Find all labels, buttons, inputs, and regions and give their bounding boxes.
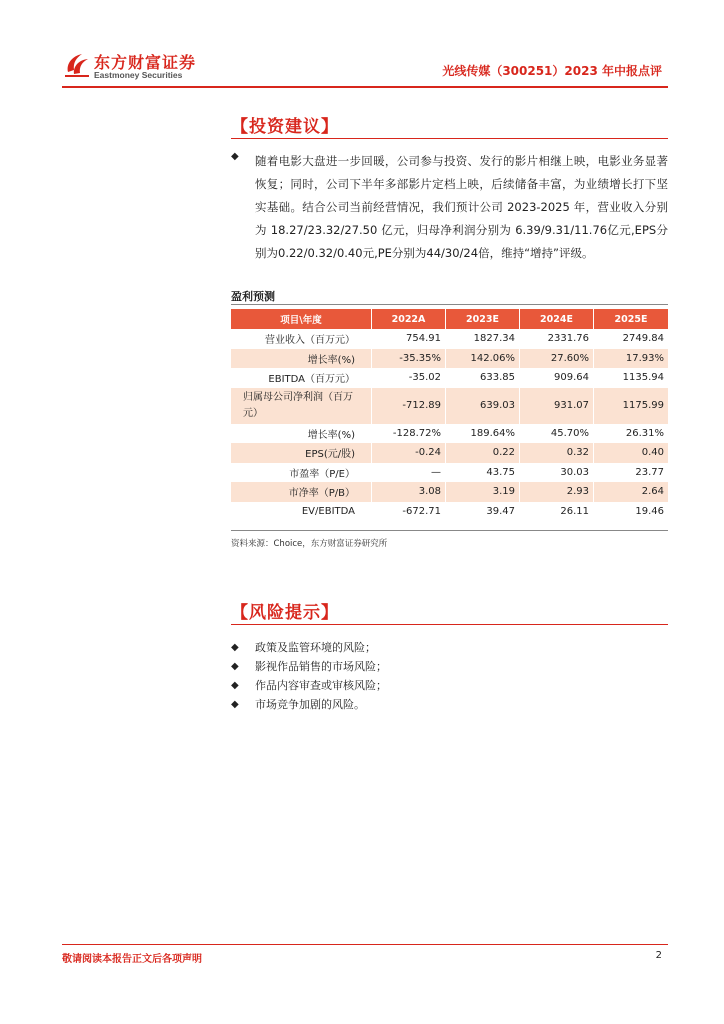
forecast-caption: 盈利预测	[231, 290, 275, 303]
diamond-bullet-icon: ◆	[231, 642, 239, 653]
table-cell: 17.93%	[594, 349, 668, 369]
table-cell: 189.64%	[446, 424, 520, 444]
row-label: EV/EBITDA	[231, 502, 372, 522]
table-cell: 1135.94	[622, 372, 664, 384]
table-cell: 0.40	[594, 443, 668, 463]
caption-divider	[231, 304, 668, 305]
table-row	[231, 424, 668, 444]
table-row	[231, 388, 668, 424]
table-cell: -712.89	[372, 388, 446, 424]
table-cell: 23.77	[635, 466, 664, 478]
table-cell: 1175.99	[594, 388, 668, 424]
investment-section-divider	[231, 138, 668, 139]
risk-list	[231, 638, 668, 714]
table-cell: 30.03	[520, 463, 594, 483]
diamond-bullet-icon: ◆	[231, 151, 239, 162]
table-cell: 0.32	[520, 443, 594, 463]
table-cell: 633.85	[446, 368, 520, 388]
table-cell: 3.08	[372, 482, 446, 502]
table-cell: 909.64	[520, 368, 594, 388]
column-header: 2023E	[446, 309, 520, 329]
eastmoney-logo-icon	[62, 50, 92, 80]
column-header: 2025E	[594, 309, 668, 329]
table-cell: 931.07	[520, 388, 594, 424]
risk-item-text: 政策及监管环境的风险；	[255, 641, 376, 654]
table-cell: -35.35%	[372, 349, 446, 369]
risk-section-divider	[231, 624, 668, 625]
table-cell: 2.64	[594, 482, 668, 502]
table-cell: 43.75	[446, 463, 520, 483]
list-item	[231, 676, 668, 695]
list-item	[231, 638, 668, 657]
table-cell: 26.11	[520, 502, 594, 522]
table-cell: -35.02	[372, 368, 446, 388]
table-cell: 2331.76	[520, 329, 594, 349]
row-label: 市净率（P/B）	[231, 482, 372, 502]
risk-section-title: 【风险提示】	[231, 603, 339, 623]
logo-english-name: Eastmoney Securities	[94, 70, 183, 80]
table-header-row	[231, 309, 668, 329]
table-row	[231, 349, 668, 369]
list-item	[231, 657, 668, 676]
column-header: 2024E	[520, 309, 594, 329]
table-row	[231, 482, 668, 502]
page-number: 2	[655, 950, 662, 961]
table-cell: 1827.34	[446, 329, 520, 349]
table-cell: 2749.84	[622, 333, 664, 345]
table-row	[231, 329, 668, 349]
logo-chinese-name: 东方财富证券	[94, 53, 197, 72]
table-cell: 19.46	[635, 505, 664, 517]
header-divider	[62, 86, 668, 88]
table-cell: 26.31%	[625, 427, 664, 439]
earnings-forecast-table	[231, 309, 668, 521]
table-source: 资料来源：Choice，东方财富证券研究所	[231, 539, 388, 549]
row-label: EPS(元/股)	[231, 443, 372, 463]
table-cell: —	[372, 463, 446, 483]
table-row	[231, 463, 668, 483]
row-label: EBITDA（百万元）	[231, 368, 372, 388]
table-cell: 45.70%	[520, 424, 594, 444]
risk-item-text: 市场竞争加剧的风险。	[255, 698, 365, 711]
risk-item-text: 作品内容审查或审核风险；	[255, 679, 387, 692]
table-cell: -672.71	[372, 502, 446, 522]
diamond-bullet-icon: ◆	[231, 699, 239, 710]
company-logo	[62, 48, 212, 84]
table-cell: 39.47	[446, 502, 520, 522]
row-label: 市盈率（P/E）	[231, 463, 372, 483]
investment-section-title: 【投资建议】	[231, 117, 339, 137]
column-header: 项目\年度	[231, 309, 372, 329]
table-cell: 3.19	[446, 482, 520, 502]
investment-paragraph	[231, 150, 668, 265]
list-item	[231, 695, 668, 714]
table-cell: -128.72%	[372, 424, 446, 444]
footer-divider	[62, 944, 668, 945]
table-cell: 754.91	[372, 329, 446, 349]
row-label: 增长率(%)	[231, 424, 372, 444]
report-title: 光线传媒（300251）2023 年中报点评	[442, 64, 662, 78]
table-cell: -0.24	[372, 443, 446, 463]
table-bottom-rule	[231, 530, 668, 531]
investment-text: 随着电影大盘进一步回暖，公司参与投资、发行的影片相继上映，电影业务显著恢复；同时，公司下半年多部影片定档上映，后续储备丰富，为业绩增长打下坚实基础。结合公司当前经营情况，我们预计公司 2023-2025 年，营业收入分别为 18.27/23.32/27.50 亿元，归母净利润分别为 6.39/9.31/11.76亿元,EPS分别为0.22/0.32/0.40元,PE分别为44/30/24倍，维持“增持”评级。	[255, 154, 668, 260]
diamond-bullet-icon: ◆	[231, 661, 239, 672]
table-cell: 2.93	[520, 482, 594, 502]
table-row	[231, 502, 668, 522]
column-header: 2022A	[372, 309, 446, 329]
diamond-bullet-icon: ◆	[231, 680, 239, 691]
table-cell: 27.60%	[520, 349, 594, 369]
page-header	[0, 0, 724, 90]
table-row	[231, 443, 668, 463]
row-label: 营业收入（百万元）	[231, 329, 372, 349]
row-label: 归属母公司净利润（百万元）	[231, 388, 372, 424]
disclaimer-note: 敬请阅读本报告正文后各项声明	[62, 954, 202, 965]
table-cell: 142.06%	[446, 349, 520, 369]
row-label: 增长率(%)	[231, 349, 372, 369]
table-row	[231, 368, 668, 388]
table-cell: 0.22	[446, 443, 520, 463]
table-cell: 639.03	[446, 388, 520, 424]
risk-item-text: 影视作品销售的市场风险；	[255, 660, 387, 673]
